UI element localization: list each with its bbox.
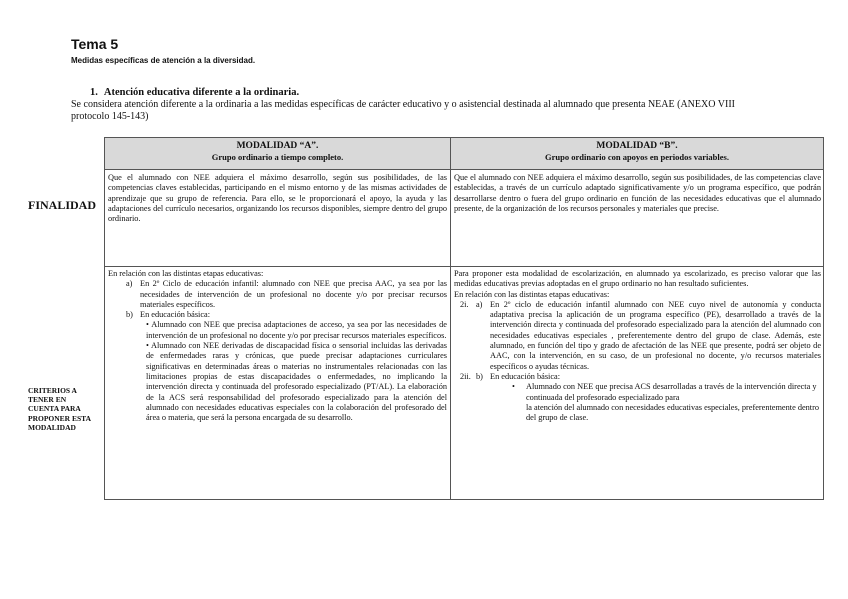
item-number: 2ii. [460,371,471,381]
criterios-b-intro2: En relación con las distintas etapas educativas: [454,289,610,299]
col-a-title: MODALIDAD “A”. [236,141,319,151]
item-marker: a) [126,279,133,289]
col-a-subtitle: Grupo ordinario a tiempo completo. [211,152,344,162]
item-marker: a) [476,299,483,309]
column-divider [450,138,451,500]
modalidades-table [104,137,824,500]
header-col-a [105,138,450,169]
row-divider [105,266,823,267]
section-number: 1. [90,87,98,98]
criterios-col-a [108,269,447,499]
criterios-a-item-b [108,310,447,320]
finalidad-col-b: Que el alumnado con NEE adquiera el máximo desarrollo, según sus posibilidades, de las competencias clave establecidas, a través de un currículo adaptado significativamente y/o un programa específico, que podrán desarrollarse dentro o fuera del grupo ordinario en función de las necesidades educativas que el alumnado presente, de la organización de los recursos personales y materiales que precise. [454,173,821,213]
header-col-b [451,138,823,169]
criterios-a-intro: En relación con las distintas etapas educativas: [108,269,264,278]
row-divider [105,169,823,170]
criterios-b-intro: Para proponer esta modalidad de escolarización, en alumnado ya escolarizado, es preciso valorar que las medidas educativas previas adoptadas en el grupo ordinario no han resultado suficientes. [454,269,821,289]
page-title: Tema 5 [71,36,119,52]
col-b-title: MODALIDAD “B”. [596,141,678,151]
criterios-col-b [454,269,821,499]
section-intro: Se considera atención diferente a la ordinaria a las medidas específicas de carácter educativo y o asistencial destinada al alumnado que presenta NEAE (ANEXO VIII protocolo 145-143) [71,99,735,122]
col-b-subtitle: Grupo ordinario con apoyos en periodos variables. [545,152,729,162]
item-marker: b) [476,371,483,381]
section-heading-text: Atención educativa diferente a la ordinaria. [103,87,300,98]
item-text: En educación básica: [140,310,211,320]
row-label-finalidad: FINALIDAD [28,198,97,212]
item-text: En educación básica: [490,371,561,381]
criterios-b-bullet [454,382,821,403]
row-label-criterios: CRITERIOS A TENER EN CUENTA PARA PROPONER ESTA MODALIDAD [28,386,91,432]
bullet-text: Alumnado con NEE que precisa ACS desarrolladas a través de la intervención directa y continuada del profesorado especializado para [526,382,817,402]
item-text: En 2º Ciclo de educación infantil: alumnado con NEE que precisa AAC, ya sea por las necesidades de intervención de un profesional no docente y/o por precisar recursos materiales específicos. [140,279,447,309]
bullet-marker: • [512,382,515,392]
criterios-b-bullet-cont: la atención del alumnado con necesidades educativas especiales, preferentemente dentro del grupo de clase. [526,402,820,423]
criterios-a-bullet-1: • Alumnado con NEE que precisa adaptaciones de acceso, ya sea por las necesidades de intervención de un profesional no docente y/o por precisar recursos materiales específicos. [146,320,447,340]
item-marker: b) [126,310,133,320]
criterios-b-item-1 [454,300,821,372]
criterios-a-bullet-2: • Alumnado con NEE derivadas de discapacidad física o sensorial incluidas las derivadas de enfermedades raras y crónicas, que puede precisar adaptaciones curriculares significativas en determinadas áreas o materias no instrumentales relacionadas con las limitaciones propias de estas discapacidades o enfermedades, no implicando la intervención directa y continuada del profesorado especializado (PT/AL). La elaboración de la ACS será responsabilidad del profesorado especializado para la atención del alumnado con necesidades educativas especiales con la colaboración del profesorado del área o materia, que será la persona encargada de su desarrollo. [146,341,447,423]
criterios-b-item-2 [454,372,821,382]
page-subtitle: Medidas específicas de atención a la diversidad. [71,56,256,65]
item-text: En 2º ciclo de educación infantil alumnado con NEE cuyo nivel de autonomía y conducta adaptativa precisa la aplicación de un programa específico (PE), desarrollado a través de la intervención directa y continuada del profesorado especializado para la atención del alumnado con necesidades educativas especiales , preferentemente dentro del grupo de clase. Además, este alumnado, en función del tipo y grado de afectación de las NEE que presente, podrá ser objeto de AAC, con la intervención, en su caso, de un profesional no docente, y/o recursos materiales específicos o ayudas técnicas. [490,299,821,371]
section-heading [90,87,299,98]
criterios-a-item-a [108,279,447,310]
item-number: 2i. [460,299,469,309]
finalidad-col-a: Que el alumnado con NEE adquiera el máximo desarrollo, según sus posibilidades, de las competencias claves establecidas, participando en el mismo entorno y de las mismas actividades de aprendizaje que su grupo de referencia. Para ello, se le proporcionará el apoyo, la ayuda y las adaptaciones del currículo necesarios, organizando los recursos disponibles, siempre dentro del grupo ordinario. [108,173,447,224]
